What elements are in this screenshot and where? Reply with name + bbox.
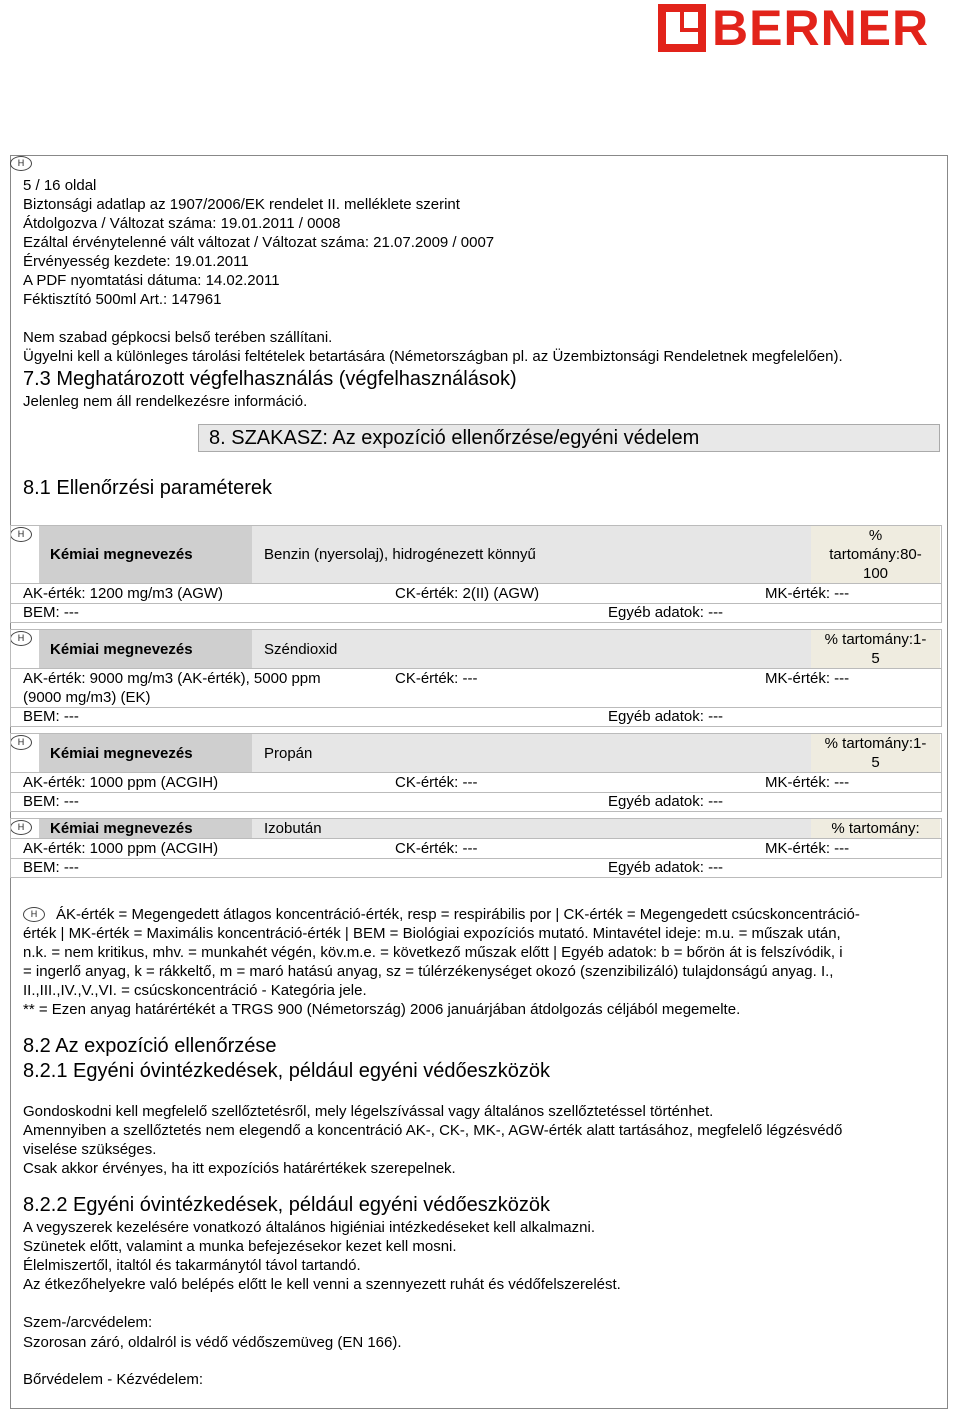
eye-protection-text: Szorosan záró, oldalról is védő védőszemüveg (EN 166). [23,1334,402,1351]
substance-name-cell: Izobután [252,819,811,838]
ak-value: AK-érték: 1000 ppm (ACGIH) [23,840,219,857]
substance-table-propan [10,733,942,812]
substance-name-cell: Széndioxid [252,630,811,668]
percentage-range: % tartomány:1- 5 [811,734,940,772]
other-data-value: Egyéb adatok: --- [608,859,724,876]
ck-value: CK-érték: 2(II) (AGW) [395,585,540,602]
h-marker-icon: H [10,156,32,171]
substance-name-header: Kémiai megnevezés [39,526,252,583]
percentage-range: % tartomány: [811,819,940,838]
storage-line-1: Nem szabad gépkocsi belső terében szállítani. [23,329,333,346]
percentage-range: % tartomány:1- 5 [811,630,940,668]
ck-value: CK-érték: --- [395,840,478,857]
regulation-line: Biztonsági adatlap az 1907/2006/EK rendelet II. melléklete szerint [23,196,460,213]
heading-8-1: 8.1 Ellenőrzési paraméterek [23,477,273,499]
percentage-range: % tartomány:80- 100 [811,526,940,583]
ak-value: AK-érték: 9000 mg/m3 (AK-érték), 5000 ppm [23,670,321,687]
section-8-title-bar [198,424,940,452]
page-number: 5 / 16 oldal [23,177,97,194]
substance-table-szendioxid [10,629,942,727]
product-line: Féktisztító 500ml Art.: 147961 [23,291,222,308]
limit-values-row [11,583,941,604]
h-marker-icon: H [10,820,32,835]
bem-value: BEM: --- [23,859,79,876]
substance-name-header: Kémiai megnevezés [39,630,252,668]
mk-value: MK-érték: --- [765,585,850,602]
storage-line-2: Ügyelni kell a különleges tárolási feltételek betartására (Németországban pl. az Üzembiztonsági Rendeletnek megfelelően). [23,348,843,365]
bem-row [11,858,941,877]
bem-value: BEM: --- [23,708,79,725]
eye-protection-label: Szem-/arcvédelem: [23,1314,153,1331]
other-data-value: Egyéb adatok: --- [608,708,724,725]
ck-value: CK-érték: --- [395,670,478,687]
bem-value: BEM: --- [23,793,79,810]
ak-value: AK-érték: 1200 mg/m3 (AGW) [23,585,224,602]
other-data-value: Egyéb adatok: --- [608,604,724,621]
mk-value: MK-érték: --- [765,840,850,857]
substance-name-header: Kémiai megnevezés [39,734,252,772]
heading-8-2: 8.2 Az expozíció ellenőrzése [23,1035,277,1057]
substance-name-header: Kémiai megnevezés [39,819,252,838]
section-8-title: 8. SZAKASZ: Az expozíció ellenőrzése/egyéni védelem [209,427,700,449]
ak-value-cont: (9000 mg/m3) (EK) [23,689,151,706]
substance-name-cell: Propán [252,734,811,772]
other-data-value: Egyéb adatok: --- [608,793,724,810]
storage-line-3: Jelenleg nem áll rendelkezésre információ. [23,393,308,410]
bem-value: BEM: --- [23,604,79,621]
heading-8-2-2: 8.2.2 Egyéni óvintézkedések, például egyéni védőeszközök [23,1194,551,1216]
limit-values-row [11,668,941,708]
berner-logo-text: BERNER [712,0,930,56]
substance-name-cell: Benzin (nyersolaj), hidrogénezett könnyű [252,526,811,583]
heading-8-2-1: 8.2.1 Egyéni óvintézkedések, például egyéni védőeszközök [23,1060,551,1082]
mk-value: MK-érték: --- [765,670,850,687]
revision-line: Átdolgozva / Változat száma: 19.01.2011 / 0008 [23,215,341,232]
ak-value: AK-érték: 1000 ppm (ACGIH) [23,774,219,791]
hand-protection-label: Bőrvédelem - Kézvédelem: [23,1371,204,1388]
h-marker-icon: H [23,907,45,922]
superseded-line: Ezáltal érvénytelenné vált változat / Változat száma: 21.07.2009 / 0007 [23,234,495,251]
mk-value: MK-érték: --- [765,774,850,791]
bem-row [11,603,941,622]
substance-table-benzin [10,525,942,623]
validity-line: Érvényesség kezdete: 19.01.2011 [23,253,249,270]
h-marker-icon: H [10,735,32,750]
substance-table-izobutan [10,818,942,878]
bem-row [11,707,941,726]
h-marker-icon: H [10,527,32,542]
limit-values-row [11,772,941,793]
print-date-line: A PDF nyomtatási dátuma: 14.02.2011 [23,272,280,289]
h-marker-icon: H [10,631,32,646]
heading-7-3: 7.3 Meghatározott végfelhasználás (végfelhasználások) [23,368,517,390]
berner-logo [658,0,958,56]
ck-value: CK-érték: --- [395,774,478,791]
bem-row [11,792,941,811]
limit-values-row [11,838,941,859]
berner-logo-mark-icon [658,4,706,52]
